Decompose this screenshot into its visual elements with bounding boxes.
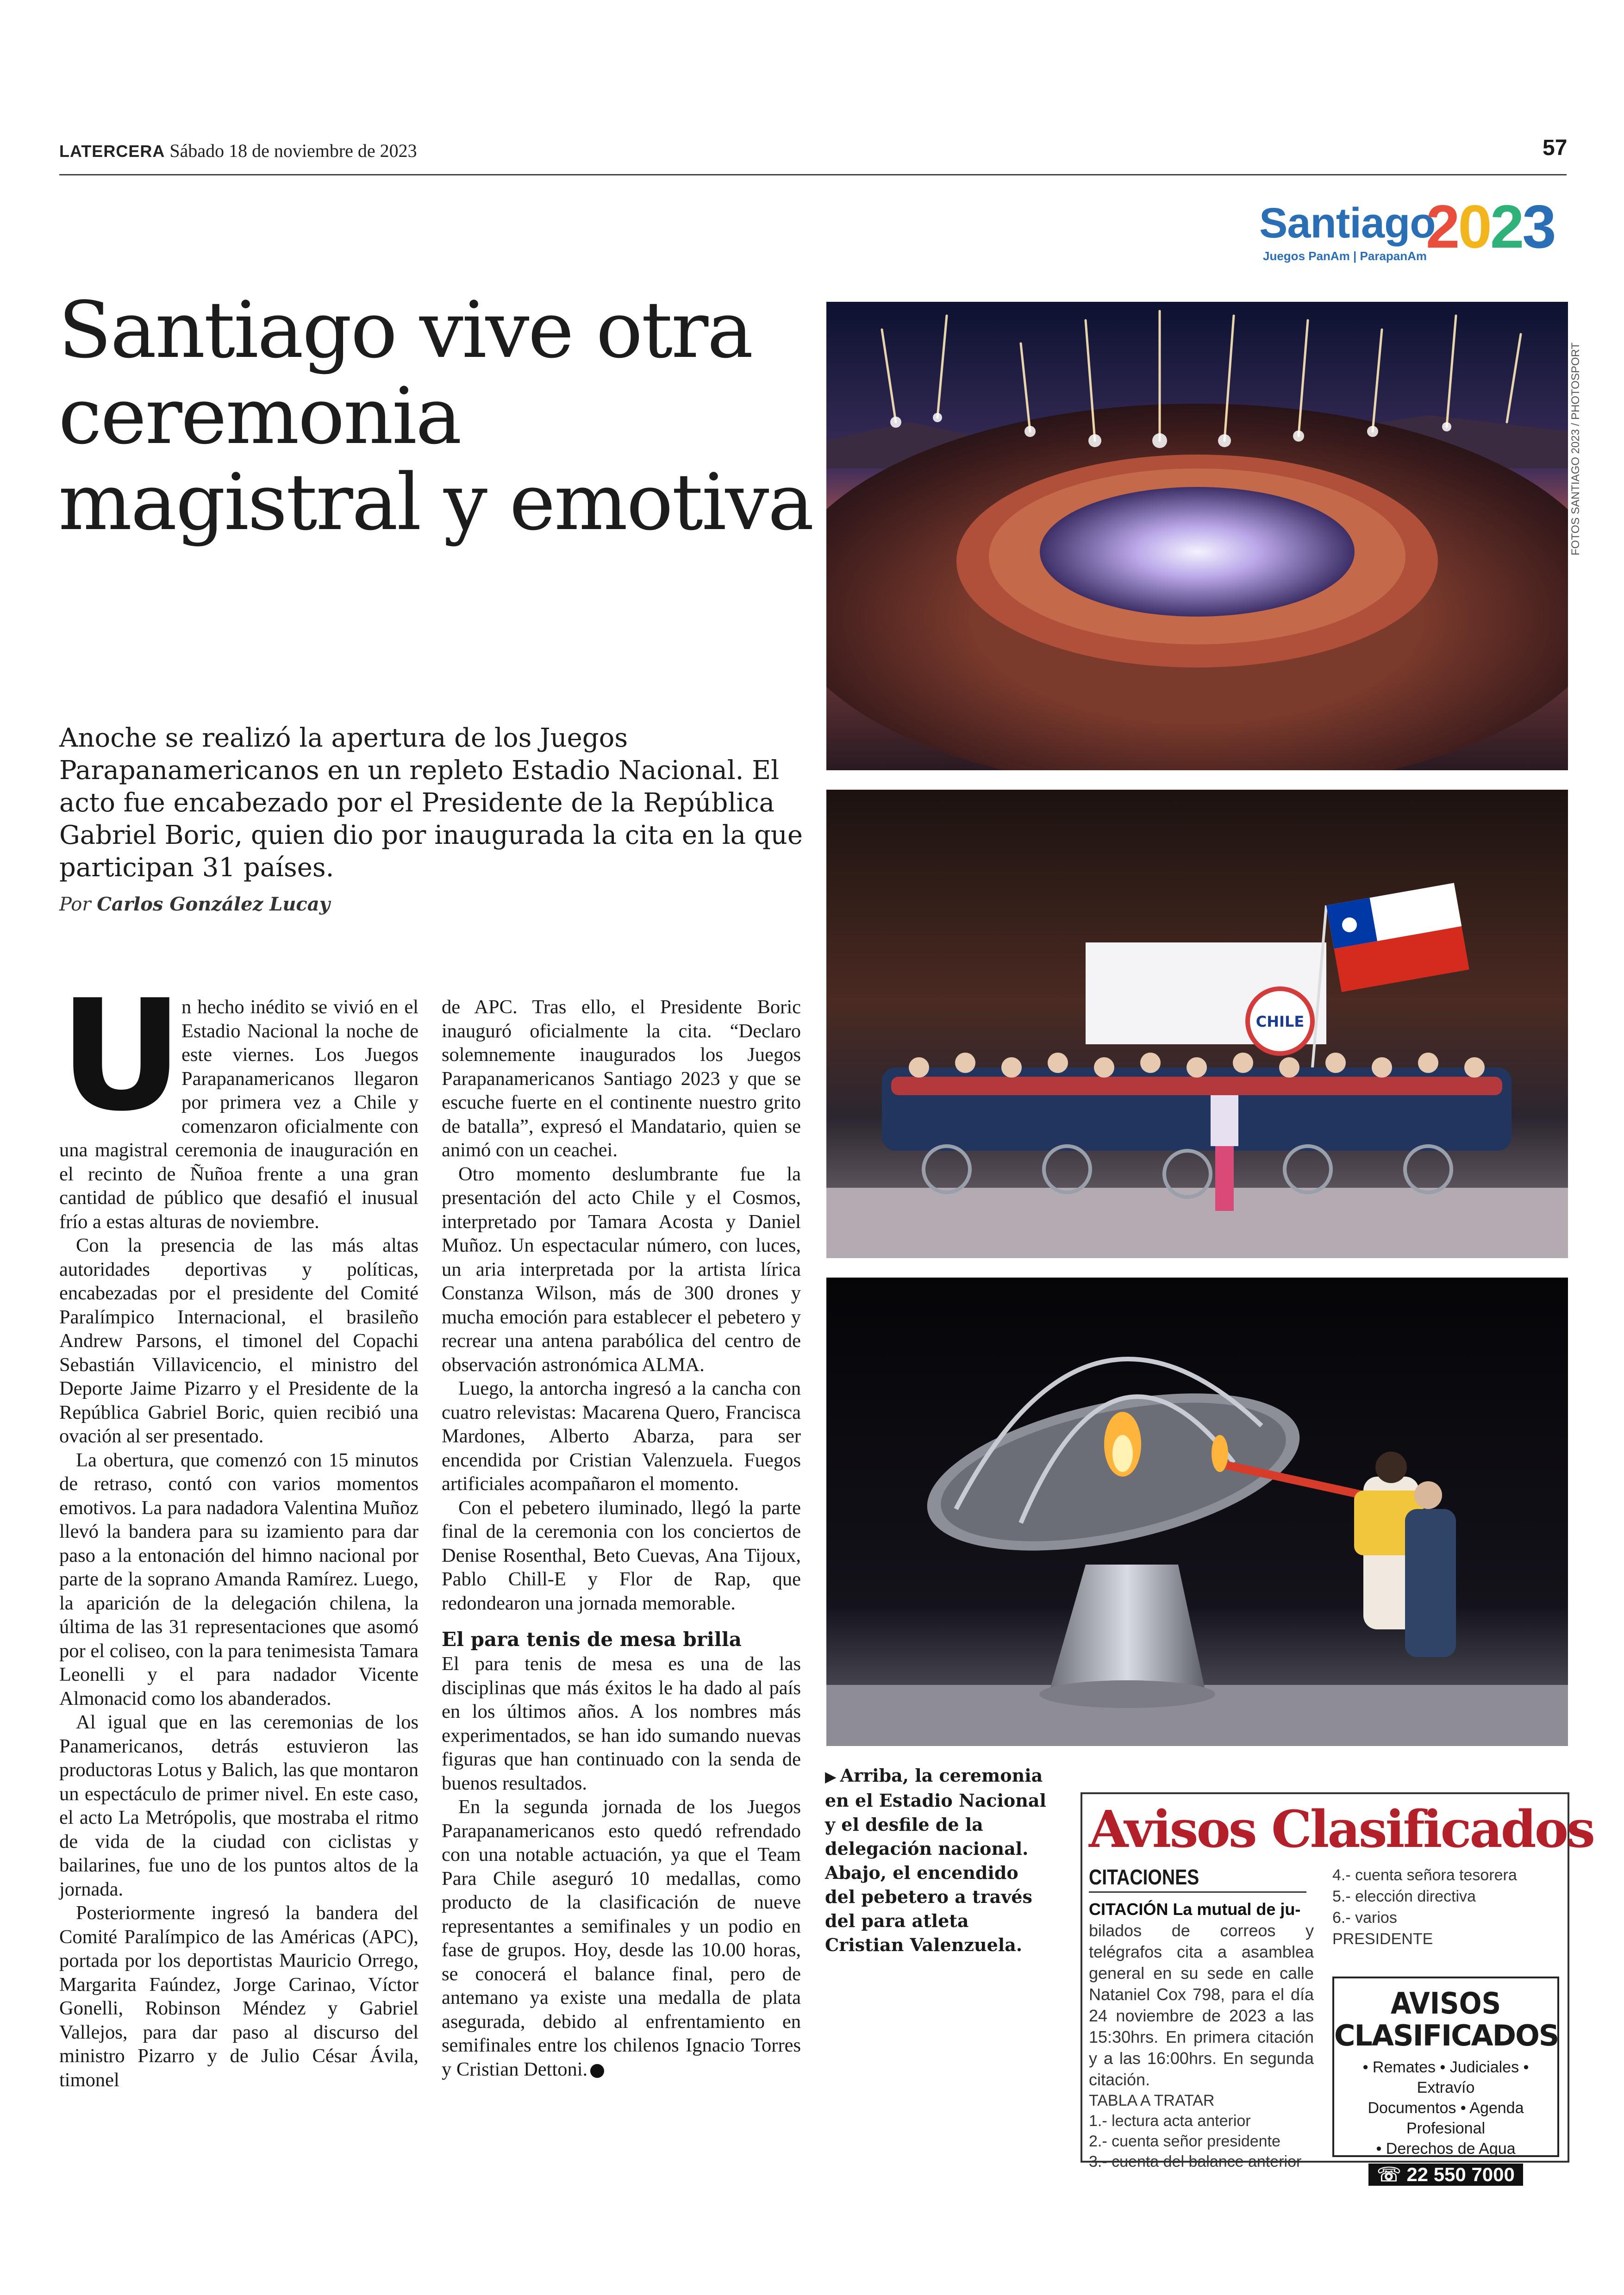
logo-year-digit: 2 xyxy=(1490,193,1523,261)
citations-divider xyxy=(1089,1891,1306,1893)
article-headline: Santiago vive otra ceremonia magistral y emotiva xyxy=(58,285,813,548)
citation-lead: CITACIÓN La mutual de ju- xyxy=(1089,1900,1301,1919)
drop-cap: U xyxy=(59,967,183,1145)
photo-caption xyxy=(825,1764,1047,1957)
byline xyxy=(59,893,330,915)
cauldron-lighting-illustration xyxy=(826,1278,1568,1746)
classifieds-box xyxy=(1081,1792,1594,2185)
caption-text: Arriba, la ceremonia en el Estadio Nacional y el desfile de la delegación nacional. Abajo, el encendido del pebetero a través del para atleta Cristian Valenzuela. xyxy=(825,1765,1046,1955)
byline-prefix: Por xyxy=(59,894,91,915)
logo-year-digit: 0 xyxy=(1458,193,1490,261)
promo-line-2: CLASIFICADOS xyxy=(1334,2019,1559,2052)
promo-category-line: Documentos • Agenda Profesional xyxy=(1368,2099,1524,2137)
logo-year-digit: 3 xyxy=(1522,193,1555,261)
agenda-item: 3.- cuenta del balance anterior xyxy=(1089,2153,1302,2170)
end-of-article-mark xyxy=(590,2064,604,2078)
article-paragraph: La obertura, que comenzó con 15 minutos de retraso, contó con varios momentos emotivos. La para nadadora Valentina Muñoz llevó la bandera para su izamiento para dar paso a la entonación del himno nacional por parte de la soprano Amanda Ramírez. Luego, la aparición de la delegación chilena, la última de las 31 representaciones que asomó por el coliseo, con la para tenimesista Tamara Leonelli y el para nadador Vicente Almonacid como los abanderados. xyxy=(59,1449,418,1709)
article-deck: Anoche se realizó la apertura de los Juegos Parapanamericanos en un repleto Estadio Nacional. El acto fue encabezado por el Presidente de la República Gabriel Boric, quien dio por inaugurada la cita en la que participan 31 países. xyxy=(59,723,803,883)
agenda-item: 6.- varios xyxy=(1332,1909,1397,1927)
byline-author: Carlos González Lucay xyxy=(97,893,330,915)
photo-credit: FOTOS SANTIAGO 2023 / PHOTOSPORT xyxy=(1569,342,1582,555)
promo-categories xyxy=(1334,2057,1557,2159)
agenda-title: TABLA A TRATAR xyxy=(1089,2092,1215,2109)
promo-phone xyxy=(1368,2164,1523,2186)
santiago-2023-logo xyxy=(1259,194,1569,264)
article-paragraph xyxy=(59,967,418,1234)
paragraph-text: n hecho inédito se vivió en el Estadio Nacional la noche de este viernes. Los Juegos Parapanamericanos llegaron por primera vez a Chile y comenzaron oficialmente con una magistral ceremonia de inauguración en el recinto de Ñuñoa frente a una gran cantidad de público que desafió el inusual frío a estas alturas de noviembre. xyxy=(59,996,418,1233)
promo-category-line: • Remates • Judiciales • Extravío xyxy=(1362,2058,1529,2096)
caption-arrow-icon: ▶ xyxy=(825,1768,837,1785)
citation-body: bilados de correos y telégrafos cita a asamblea general en su sede en calle Nataniel Cox 798, para el día 24 noviembre de 2023 a las 15:30hrs. En primera citación y a las 16:00hrs. En segunda citación. xyxy=(1089,1921,1314,2089)
signature-title: PRESIDENTE xyxy=(1332,1930,1433,1948)
cauldron-lighting-photo xyxy=(826,1278,1568,1746)
stadium-fireworks-photo xyxy=(826,302,1568,770)
stadium-fireworks-illustration xyxy=(826,302,1568,770)
masthead-line xyxy=(59,140,417,162)
promo-category-line: • Derechos de Agua xyxy=(1376,2140,1516,2158)
phone-number: 22 550 7000 xyxy=(1406,2164,1515,2185)
agenda-item: 2.- cuenta señor presidente xyxy=(1089,2133,1280,2150)
article-paragraph: Otro momento deslumbrante fue la presentación del acto Chile y el Cosmos, interpretado por Tamara Acosta y Daniel Muñoz. Un espectacular número, con luces, un aria interpretada por la artista lírica Constanza Wilson, más de 300 drones y mucha emoción para establecer el pebetero y recrear una antena parabólica del centro de observación astronómica ALMA. xyxy=(442,1163,801,1376)
article-paragraph: Con la presencia de las más altas autoridades deportivas y políticas, encabezadas por el presidente del Comité Paralímpico Internacional, el brasileño Andrew Parsons, el timonel del Copachi Sebastián Villavicencio, el ministro del Deporte Jaime Pizarro y el Presidente de la República Gabriel Boric, quien recibió una ovación al ser presentado. xyxy=(59,1235,418,1447)
page-number: 57 xyxy=(1543,136,1568,160)
article-paragraph: Posteriormente ingresó la bandera del Comité Paralímpico de las Américas (APC), portada por los deportistas Mauricio Orrego, Margarita Faúndez, Jorge Carinao, Víctor Gonelli, Robinson Méndez y Gabriel Vallejos, para dar paso al discurso del ministro Pizarro y de Julio César Ávila, timonel xyxy=(59,1902,418,2091)
classifieds-title: Avisos Clasificados xyxy=(1089,1799,1594,1859)
logo-subtitle: Juegos PanAm | ParapanAm xyxy=(1263,249,1427,263)
team-sign-label: CHILE xyxy=(1255,1013,1305,1030)
agenda-item: 1.- lectura acta anterior xyxy=(1089,2112,1251,2130)
phone-icon: ☏ xyxy=(1377,2164,1401,2185)
article-paragraph: El para tenis de mesa es una de las disciplinas que más éxitos le ha dado al país en los últimos años. A los nombres más experimentados, se han ido sumando nuevas figuras que han continuado con la senda de buenos resultados. xyxy=(442,1653,801,1794)
article-paragraph: de APC. Tras ello, el Presidente Boric inauguró oficialmente la cita. “Declaro solemnemente inaugurados los Juegos Parapanamericanos Santiago 2023 y que se escuche fuerte en el continente nuestro grito de batalla”, expresó el Mandatario, quien se animó con un ceachei. xyxy=(442,996,801,1161)
delegation-parade-illustration xyxy=(826,790,1568,1258)
article-subhead: El para tenis de mesa brilla xyxy=(442,1628,742,1651)
agenda-item: 5.- elección directiva xyxy=(1332,1888,1476,1905)
logo-word: Santiago xyxy=(1259,200,1436,247)
article-column-2 xyxy=(442,995,801,2081)
article-paragraph: Luego, la antorcha ingresó a la cancha con cuatro relevistas: Macarena Quero, Francisca Mardones, Alberto Abarza, para ser encendida por Cristian Valenzuela. Fuegos artificiales acompañaron el momento. xyxy=(442,1378,801,1495)
delegation-parade-photo xyxy=(826,790,1568,1258)
citations-heading: CITACIONES xyxy=(1089,1865,1199,1889)
issue-date: Sábado 18 de noviembre de 2023 xyxy=(169,140,417,161)
logo-year xyxy=(1426,192,1555,262)
classifieds-promo xyxy=(1332,1977,1559,2185)
promo-line-1: AVISOS xyxy=(1390,1987,1501,2021)
article-paragraph: Con el pebetero iluminado, llegó la parte final de la ceremonia con los conciertos de Denise Rosenthal, Beto Cuevas, Ana Tijoux, Pablo Chill-E y Flor de Rap, que redondearon una jornada memorable. xyxy=(442,1497,801,1614)
logo-year-digit: 2 xyxy=(1426,193,1458,261)
header-divider xyxy=(59,174,1567,175)
brand-name: LATERCERA xyxy=(59,142,165,161)
citation-agenda-continued xyxy=(1332,1865,1564,1950)
article-column-1 xyxy=(59,967,418,2092)
paragraph-text: En la segunda jornada de los Juegos Parapanamericanos esto quedó refrendado con una notable actuación, ya que el Team Para Chile aseguró 10 medallas, como producto de la clasificación de nueve representantes a semifinales y un podio en fase de grupos. Hoy, desde las 10.00 horas, se conocerá el balance final, pero de antemano ya existe una medalla de plata asegurada, debido al enfrentamiento en semifinales entre los chilenos Ignacio Torres y Cristian Dettoni. xyxy=(442,1796,801,2080)
citation-notice xyxy=(1089,1899,1314,2172)
article-paragraph: Al igual que en las ceremonias de los Panamericanos, detrás estuvieron las productoras Lotus y Balich, las que montaron un espectáculo de primer nivel. En este caso, el acto La Metrópolis, que mostraba el ritmo de vida de la ciudad con ciclistas y bailarines, fue uno de los puntos altos de la jornada. xyxy=(59,1711,418,1900)
agenda-item: 4.- cuenta señora tesorera xyxy=(1332,1866,1517,1884)
article-paragraph xyxy=(442,1795,801,2081)
